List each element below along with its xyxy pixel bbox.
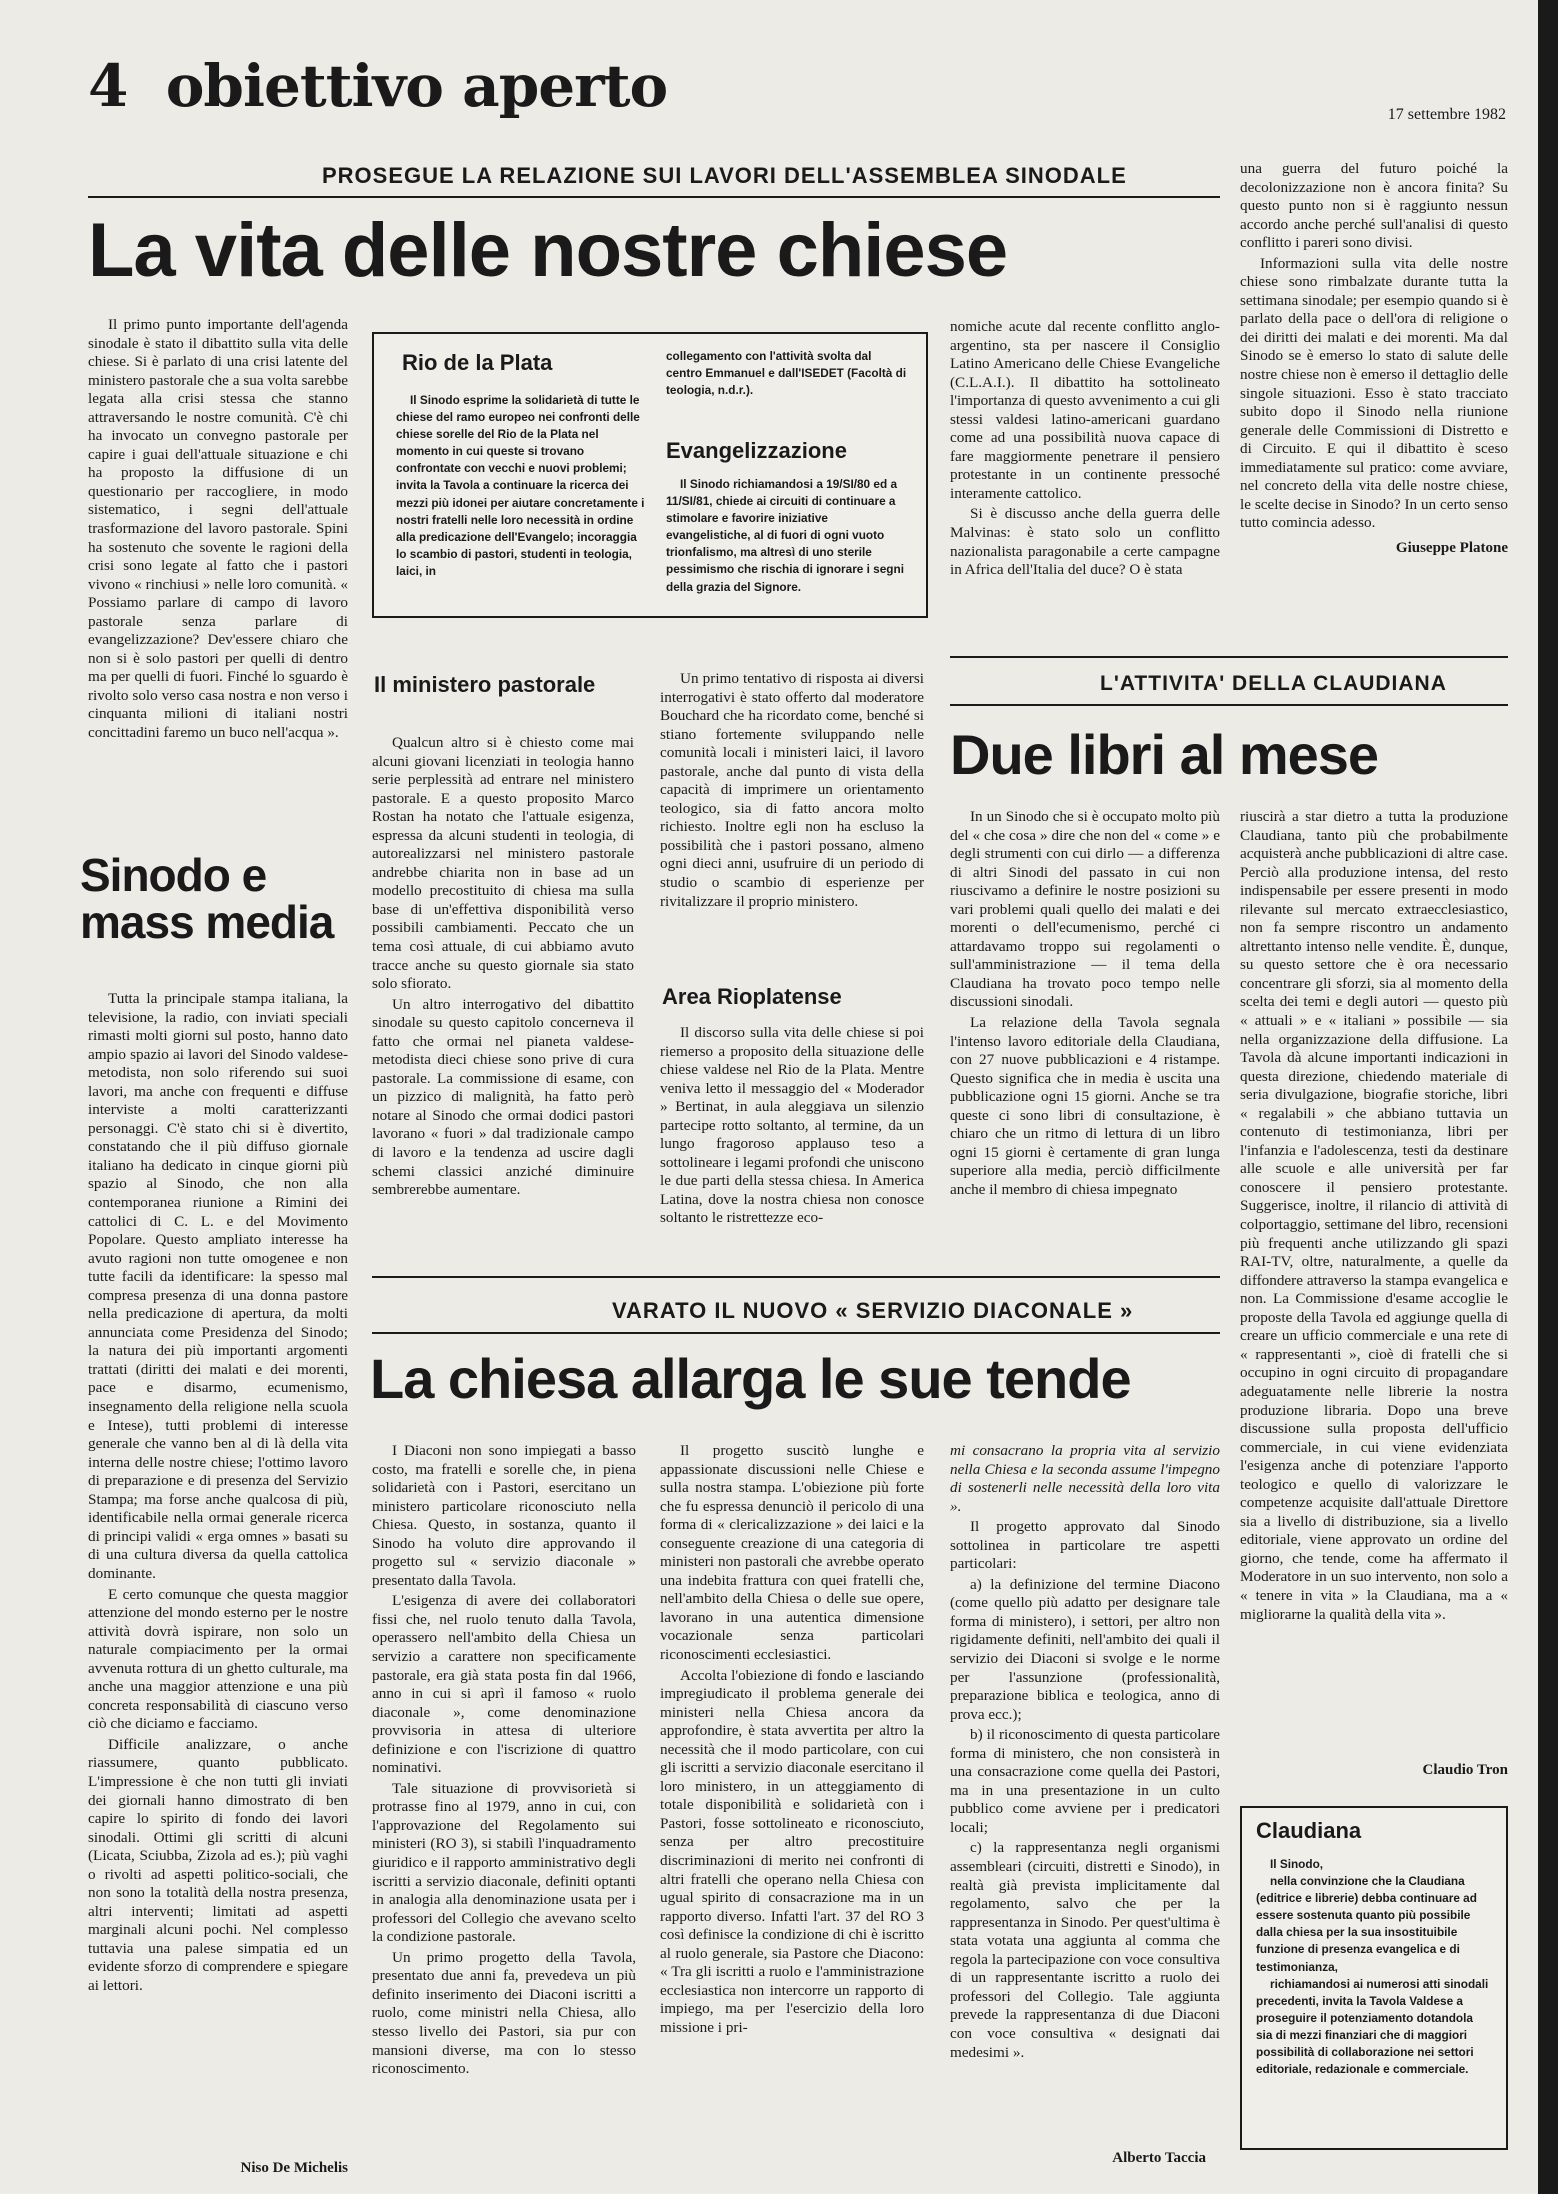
article-column — [88, 316, 348, 808]
paragraph: Accolta l'obiezione di fondo e lasciando impregiudicato il problema generale dei ministeri nella Chiesa ancora da approfondire, è stata avvertita per altro la necessità che il modo particolare, con cui gli iscritti a servizio diaconale esercitano il loro ministero, in un atteggiamento di totale disponibilità e solidarietà con i Pastori, fosse sottolineato e riconosciuto, senza per altro precostituire discriminazioni di merito nei confronti di altri fratelli che operano nella Chiesa con ugual spirito di consacrazione ma in un rapporto diverso. Infatti l'art. 37 del RO 3 così definisce la condizione di chi è iscritto al ruolo generale, sia Pastore che Diacono: « Tra gli iscritti a ruolo e l'amministrazione ecclesiastica non intercorre un rapporto di impiego, ma per l'esercizio della loro missione i pri- — [660, 1666, 924, 2036]
article-headline: Sinodo e mass media — [80, 849, 334, 948]
paragraph: nomiche acute dal recente conflitto anglo-argentino, sta per nascere il Consiglio Latino Americano delle Chiese Evangeliche (C.L.A.I.). Il dibattito ha sottolineato l'importanza di questo avvenimento a cui gli stessi valdesi latino-americani guardano come ad una possibilità nuova capace di fare maggiormente penetrare il pensiero protestante in un continente pressoché interamente cattolico. — [950, 318, 1220, 502]
article-column — [1240, 808, 1508, 1748]
box-paragraph: Il Sinodo esprime la solidarietà di tutte le chiese del ramo europeo nei confronti delle chiese sorelle del Rio de la Plata nel momento in cui queste si trovano confrontate con vecchi e nuovi problemi; invita la Tavola a continuare la ricerca dei mezzi più idonei per aiutare concretamente i nostri fratelli nelle loro necessità in ordine alla predicazione dell'Evangelo; incoraggia lo scambio di pastori, studenti in teologia, laici, in — [396, 393, 645, 578]
box-paragraph: richiamandosi ai numerosi atti sinodali precedenti, invita la Tavola Valdese a proseguire il potenziamento dotandola sia di mezzi finanziari che di maggiori possibilità di collaborazione nei settori editoriale, redazionale e commerciale. — [1256, 1976, 1489, 2077]
box-text — [396, 392, 646, 612]
paragraph: b) il riconoscimento di questa particolare forma di ministero, che non consisterà in una consacrazione come quella dei Pastori, ma in una presentazione in un culto pubblico come avviene per i predicatori locali; — [950, 1726, 1220, 1836]
paragraph: Qualcun altro si è chiesto come mai alcuni giovani licenziati in teologia hanno serie perplessità ad entrare nel ministero pastorale. E a questo proposito Marco Rostan ha notato che l'attuale esigenza, espressa da alcuni studenti in teologia, di autorealizzarsi nel ministero pastorale andrebbe chiarita non in base ad un modello precostituito di chiesa ma sulla base di un'effettiva disponibilità verso possibili cambiamenti. Peccato che un tema così attuale, di cui abbiamo avuto tracce anche su questo giornale sia stato solo sfiorato. — [372, 734, 634, 993]
box-text — [666, 476, 910, 612]
paragraph: mi consacrano la propria vita al servizio nella Chiesa e la seconda assume l'impegno di sostenerli nelle necessità della loro vita ». — [950, 1442, 1220, 1515]
paragraph: c) la rappresentanza negli organismi assembleari (circuiti, distretti e Sinodo), in realtà già prevista implicitamente dal regolamento, salvo che per la rappresentanza in Sinodo. Per quest'ultima è stata votata una aggiunta al comma che regola la partecipazione con voce consultiva di un rappresentante iscritto a ruolo dei professori del Collegio. Tale aggiunta prevede la rappresentanza di due Diaconi con voce consultiva « designati dai medesimi ». — [950, 1839, 1220, 2061]
page-number: 4 — [88, 52, 128, 120]
box-text — [666, 348, 910, 399]
article-column — [950, 808, 1220, 1256]
section-subhead: Il ministero pastorale — [374, 672, 596, 697]
paragraph: In un Sinodo che si è occupato molto più del « che cosa » dire che non del « come » e degli strumenti con cui dirlo — a differenza di altri Sinodi del passato in cui non riuscivamo a definire le nostre posizioni su vari problemi quali quello dei malati e dei morenti o dell'ecumenismo, perché ci attardavamo troppo sui regolamenti o sull'amministrazione — il tema della Claudiana ha trovato poco tempo nelle discussioni sinodali. — [950, 808, 1220, 1011]
paragraph: Il progetto approvato dal Sinodo sottolinea in particolare tre aspetti particolari: — [950, 1518, 1220, 1573]
paragraph: Il discorso sulla vita delle chiese si poi riemerso a proposito della situazione delle chiese valdese nel Rio de la Plata. Mentre veniva letto il messaggio del « Moderador » Bertinat, in aula aleggiava un silenzio partecipe rotto soltanto, al termine, da un lungo fragoroso applauso teso a sottolineare i legami profondi che uniscono le due parti della stessa chiesa. In America Latina, dove la nostra chiesa non conosce soltanto le ristrettezze eco- — [660, 1024, 924, 1227]
paragraph: I Diaconi non sono impiegati a basso costo, ma fratelli e sorelle che, in piena solidarietà con i Pastori, esercitano un ministero particolare riconosciuto nella Chiesa. Questo, in sostanza, quanto il Sinodo ha voluto dire approvando il progetto sul « servizio diaconale » presentato dalla Tavola. — [372, 1442, 636, 1589]
article-headline: La vita delle nostre chiese — [88, 208, 1008, 293]
paragraph: Tutta la principale stampa italiana, la televisione, la radio, con inviati speciali rimasti molti giorni sul posto, hanno dato ampio spazio ai lavori del Sinodo valdese-metodista, non solo riferendo sui suoi lavori, ma anche con frequenti e diffuse interviste a molti caratterizzanti personaggi. C'è stato chi si è divertito, constatando che il più diffuso giornale italiano ha dedicato in cinque giorni più spazio al Sinodo, che non alla contemporanea riunione a Rimini dei cattolici di C. L. e del Movimento Popolare. Questo ampliato interesse ha avuto ragioni non tutte omogenee e non tutte facili da identificare: la spesso mal compresa presenza di una donna pastore nella predicazione di apertura, da molti annunciata come Presidenza del Sinodo; la natura dei più importanti argomenti trattati (diritti dei malati e dei morenti, pace e disarmo, ecumenismo, insegnamento della religione nella scuola e Intese), tutti problemi di interesse generale che vanno ben al di là della vita interna delle nostre chiese; l'ottimo lavoro di preparazione e di presenza del Servizio Stampa; ma forse anche qualcosa di più, identificabile nella ormai generale ricerca di principi validi « erga omnes » basati su di una cultura diversa da quella cattolica dominante. — [88, 990, 348, 1582]
signature: Alberto Taccia — [1112, 2150, 1206, 2166]
article-column — [88, 990, 348, 2140]
divider — [950, 704, 1508, 706]
divider — [372, 1276, 1220, 1278]
top-right-column — [1240, 160, 1508, 557]
box-paragraph: Il Sinodo, — [1270, 1857, 1324, 1871]
box-title: Claudiana — [1256, 1818, 1362, 1843]
article-column — [660, 1024, 924, 1230]
paragraph: a) la definizione del termine Diacono (come quello più adatto per designare tale forma di ministero), i settori, per altro non rigidamente definiti, nell'ambito dei quali il servizio dei Diaconi si svolge e le norme per l'assunzione (professionalità, preparazione biblica e teologica, anno di prova ecc.); — [950, 1575, 1220, 1723]
divider — [372, 1332, 1220, 1334]
page-edge — [1538, 0, 1558, 2194]
article-column — [372, 734, 634, 1230]
section-title: obiettivo aperto — [165, 52, 668, 120]
article-column — [950, 1442, 1220, 2132]
paragraph: Si è discusso anche della guerra delle Malvinas: è stato solo un conflitto nazionalista paragonabile a certe campagne in Africa dell'Italia del duce? O è stata — [950, 505, 1220, 579]
box-title: Rio de la Plata — [402, 350, 553, 375]
box-title: Evangelizzazione — [666, 438, 847, 463]
paragraph: una guerra del futuro poiché la decolonizzazione non è ancora finita? Su questo punto non si è raggiunto nessun accordo anche perché sull'analisi di questo conflitto i pareri sono divisi. — [1240, 160, 1508, 252]
article-column — [950, 318, 1220, 618]
box-paragraph: Il Sinodo richiamandosi a 19/SI/80 ed a 11/SI/81, chiede ai circuiti di continuare a stimolare e favorire iniziative evangelistiche, al di fuori di ogni vuoto trionfalismo, ma altresì di uno sterile pessimismo che rischia di ignorare i segni della grazia del Signore. — [666, 477, 904, 594]
masthead — [88, 52, 667, 120]
signature: Giuseppe Platone — [1395, 539, 1508, 556]
signature: Claudio Tron — [1422, 1762, 1508, 1778]
article-headline: Due libri al mese — [950, 723, 1379, 786]
section-subhead: Area Rioplatense — [662, 984, 842, 1009]
divider — [88, 196, 1220, 198]
article-headline: La chiesa allarga le sue tende — [370, 1347, 1131, 1410]
box-text — [1256, 1856, 1492, 2142]
signature: Niso De Michelis — [240, 2160, 348, 2176]
article-column — [372, 1442, 636, 2152]
article-kicker: PROSEGUE LA RELAZIONE SUI LAVORI DELL'ASSEMBLEA SINODALE — [322, 163, 1127, 188]
resolution-box — [1240, 1806, 1508, 2150]
paragraph: Informazioni sulla vita delle nostre chiese sono rimbalzate durante tutta la settimana sinodale; per esempio quando si è parlato della pace o dell'ora di religione o dei diritti dei malati e dei morenti. Ma dal Sinodo se è emerso lo stato di salute delle nostre chiese non è emerso il dettaglio delle singole situazioni. Esso è stato tracciato subito dopo il Sinodo nella riunione generale delle Commissioni di Distretto e di Circuito. E qui il dibattito è sceso immediatamente sul pratico: come avviare, nel concreto della vita delle nostre chiese, le scelte decise in Sinodo? In un certo senso tutto comincia adesso. — [1240, 254, 1508, 532]
paragraph: Un altro interrogativo del dibattito sinodale su questo capitolo concerneva il fatto che ormai nel pianeta valdese-metodista dieci chiese sono prive di cura pastorale. La commissione di esame, con un pizzico di malignità, ha fatto però notare al Sinodo che ormai dodici pastori lavorano « fuori » dal tradizionale campo di lavoro e la tendenza ad uscire dagli schemi classici anziché diminuire sembrerebbe aumentare. — [372, 995, 634, 1199]
divider — [950, 656, 1508, 658]
paragraph: riuscirà a star dietro a tutta la produzione Claudiana, tanto più che probabilmente acquisterà anche pubblicazioni di altre case. Perciò alla produzione intensa, del resto indispensabile per essere presenti in modo rilevante sul mercato extraecclesiastico, non fa sempre riscontro un andamento altrettanto intenso nelle vendite. È, dunque, su questo settore che è ora necessario concentrare gli sforzi, sia al momento della scelta dei temi e degli autori — questo più « attuali » e « italiani » possibile — sia nella organizzazione della diffusione. La Tavola dà alcune importanti indicazioni in questa direzione, chiedendo materiale di seria divulgazione, biografie storiche, libri « regalabili » che abbiano tuttavia un contenuto di testimonianza, libri per l'infanzia e l'adolescenza, testi da destinare alle scuole e alle università per far conoscere il pensiero protestante. Suggerisce, inoltre, il rilancio di attività di colportaggio, settimane del libro, recensioni più frequenti anche utilizzando gli spazi RAI-TV, oltre, naturalmente, a quelle da diffondere attraverso la stampa evangelica e non. La Commissione d'esame accoglie le proposte della Tavola ed aggiunge quella di creare un ufficio commerciale e una rete di « rappresentanti », cioè di fratelli che si occupino in ogni circuito di propagandare adeguatamente nelle librerie la nostra produzione libraria. Dopo una breve discussione sulla proposta dell'ufficio commerciale, in cui viene evidenziata l'esigenza anche di potenziare l'apporto teologico e quello di valorizzare le competenze acquisite dall'attuale Direttore sia a livello di distribuzione, sia a livello editoriale, viene approvato un ordine del giorno, che tende, come ha affermato il Moderatore in un suo intervento, non solo a « tenere in vita » la Claudiana, ma a « migliorarne la qualità della vita ». — [1240, 808, 1508, 1623]
article-column — [660, 670, 924, 972]
paragraph: Il primo punto importante dell'agenda sinodale è stato il dibattito sulla vita delle chiese. Si è parlato di una crisi latente del ministero pastorale che a sua volta sarebbe legata alla crisi stessa che stanno attraversando le nostre comunità. C'è chi ha invocato un convegno pastorale per capire i guai dell'attuale situazione e chi ha proposto la diffusione di un questionario per raccogliere, in modo sistematico, i segni dell'attuale trasformazione del lavoro pastorale. Spini ha sostenuto che sovente le ragioni della crisi sono legate al fatto che i pastori vivono « rinchiusi » nelle loro comunità. « Possiamo parlare di campo di lavoro pastorale senza parlare di evangelizzazione? Dev'essere chiaro che non si è solo pastori per quelli di dentro ma per quelli di fuori. Finché lo sguardo è rivolto solo verso casa nostra e non verso i cinquanta milioni di italiani nostri concittadini faremo un buco nell'acqua ». — [88, 316, 348, 742]
paragraph: E certo comunque che questa maggior attenzione del mondo esterno per le nostre attività dovrà ispirare, non solo un naturale compiacimento per la ormai avvenuta rottura di un ghetto culturale, ma anche una maggior attenzione e una più concreta responsabilità di ciascuno verso ciò che diciamo e facciamo. — [88, 1585, 348, 1733]
box-paragraph: nella convinzione che la Claudiana (editrice e librerie) debba continuare ad essere sostenuta quanto più possibile dalla chiesa per la sua insostituibile funzione di presenza evangelica e di testimonianza, — [1256, 1874, 1477, 1974]
article-kicker: VARATO IL NUOVO « SERVIZIO DIACONALE » — [612, 1298, 1134, 1323]
paragraph: L'esigenza di avere dei collaboratori fissi che, nel ruolo tenuto dalla Tavola, operassero nell'ambito della Chiesa un servizio a carattere non specificamente pastorale, era già stata posta fin dal 1966, anno in cui si aprì il famoso « ruolo diaconale », come denominazione provvisoria in attesa di ulteriore definizione e con l'iscrizione di quattro nominativi. — [372, 1592, 636, 1777]
article-kicker: L'ATTIVITA' DELLA CLAUDIANA — [1100, 672, 1447, 695]
paragraph: Il progetto suscitò lunghe e appassionate discussioni nelle Chiese e sulla nostra stampa. L'obiezione più forte che fu espressa denunciò il pericolo di una forma di « clericalizzazione » dei laici e la conseguente creazione di una categoria di ministeri non pastorali che avrebbe operato una indebita frattura con quei fratelli che, nell'ambito della Chiesa o delle sue opere, lavorano in una autentica dimensione vocazionale senza particolari riconoscimenti ecclesiastici. — [660, 1442, 924, 1664]
box-paragraph: collegamento con l'attività svolta dal centro Emmanuel e dall'ISEDET (Facoltà di teologia, n.d.r.). — [666, 349, 907, 398]
paragraph: Un primo tentativo di risposta ai diversi interrogativi è stato offerto dal moderatore Bouchard che ha ricordato come, benché si stiano fortemente sviluppando nelle comunità locali i ministeri laici, il lavoro pastorale, anche dal punto di vista della capacità di imprimere un orientamento teologico, sia di fatto ancora molto richiesto. Inoltre egli non ha escluso la possibilità che i pastori possano, almeno ogni dieci anni, usufruire di un periodo di studio o scambio di esperienze per rivitalizzare il proprio ministero. — [660, 670, 924, 910]
issue-date: 17 settembre 1982 — [1387, 106, 1506, 123]
article-column — [660, 1442, 924, 2152]
paragraph: Un primo progetto della Tavola, presentato due anni fa, prevedeva un più definito inserimento dei Diaconi iscritti a ruolo, come ministri nella Chiesa, allo stesso livello dei Pastori, sia pur con mansioni diverse, ma con lo stesso riconoscimento. — [372, 1948, 636, 2078]
paragraph: Tale situazione di provvisorietà si protrasse fino al 1979, anno in cui, con l'approvazione del Regolamento sui ministeri (RO 3), si stabilì l'inquadramento giuridico e il rapporto amministrativo degli iscritti a servizio diaconale, definiti optanti in analogia alla denominazione usata per i professori del Collegio che avevano scelto la condizione pastorale. — [372, 1779, 636, 1946]
paragraph: La relazione della Tavola segnala l'intenso lavoro editoriale della Claudiana, con 27 nuove pubblicazioni e 4 ristampe. Questo significa che in media è uscita una pubblicazione ogni 15 giorni. Anche se tra queste ci sono libri di consultazione, è chiaro che un ritmo di lettura di un libro ogni 15 giorni è certamente di gran lunga superiore alla media, perciò difficilmente anche il membro di chiesa impegnato — [950, 1014, 1220, 1198]
resolution-box — [372, 332, 928, 618]
paragraph: Difficile analizzare, o anche riassumere, quanto pubblicato. L'impressione è che non tutti gli inviati dei giornali hanno dimostrato di ben capire lo spirito di fondo dei lavori sinodali. Ottimi gli scritti di alcuni (Licata, Sciubba, Zizola ad es.); più vaghi o rivolti ad aspetti politico-sociali, che non sono la totalità della nostra presenza, altri interventi; limitati ad aspetti marginali alcuni pochi. Nel complesso tuttavia una palese simpatia ed un evidente sforzo di comprendere e spiegare ai lettori. — [88, 1735, 348, 1994]
